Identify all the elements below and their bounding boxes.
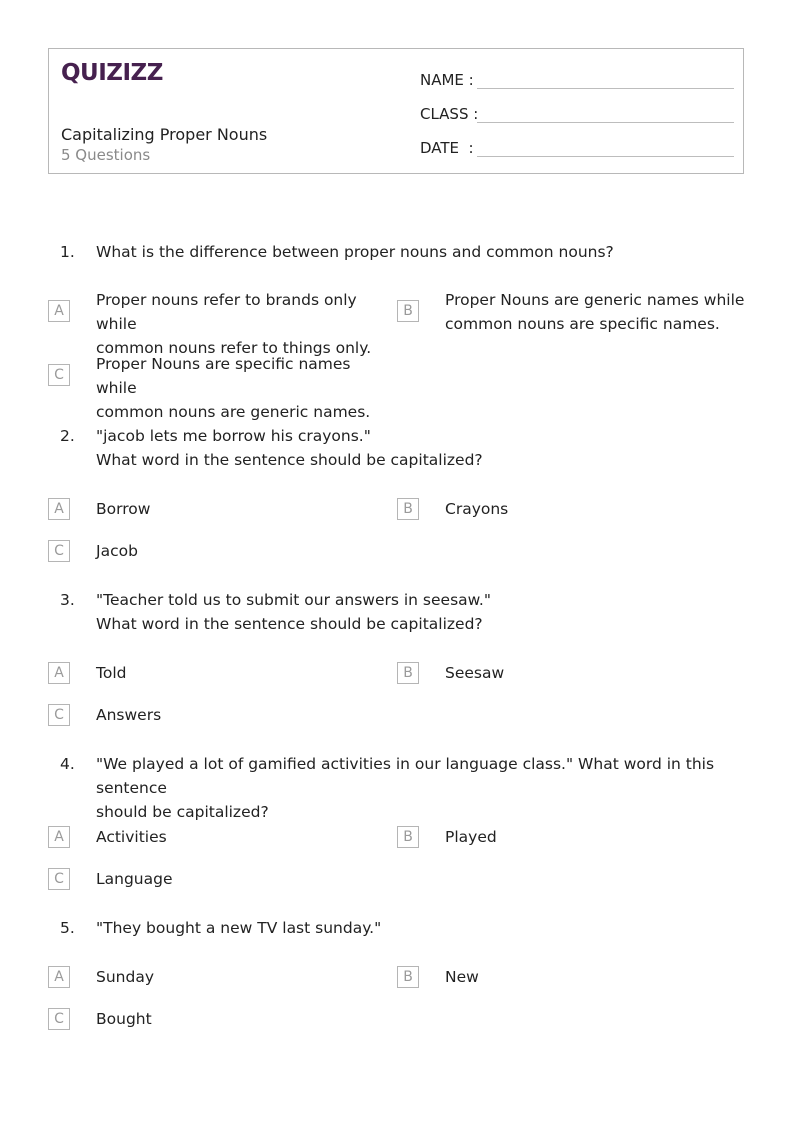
option-text: Jacob <box>96 542 138 560</box>
option-letter-box: C <box>48 868 70 890</box>
option-text: Bought <box>96 1010 152 1028</box>
question-text: "We played a lot of gamified activities in our language class." What word in this sentence should be capitalized? <box>96 755 715 821</box>
question-text: What is the difference between proper nouns and common nouns? <box>96 243 614 261</box>
question-number: 2. <box>60 427 75 445</box>
option-text: Answers <box>96 706 162 724</box>
option-text: Told <box>96 664 127 682</box>
class-field[interactable] <box>420 101 734 123</box>
name-line[interactable] <box>477 88 734 89</box>
date-field[interactable] <box>420 135 734 157</box>
option-letter-box: C <box>48 364 70 386</box>
option-letter-box: C <box>48 704 70 726</box>
option-text: Proper Nouns are specific names while common nouns are generic names. <box>96 355 371 421</box>
option-letter-box: B <box>397 826 419 848</box>
option-letter-box: C <box>48 1008 70 1030</box>
worksheet-title: Capitalizing Proper Nouns <box>61 125 268 144</box>
question-number: 5. <box>60 919 75 937</box>
option-text: Crayons <box>445 500 509 518</box>
option-text: New <box>445 968 479 986</box>
option-letter-box: A <box>48 826 70 848</box>
option-letter-box: A <box>48 662 70 684</box>
question-number: 4. <box>60 755 75 773</box>
option-letter-box: B <box>397 498 419 520</box>
option-letter-box: A <box>48 498 70 520</box>
option-letter-box: A <box>48 300 70 322</box>
option-text: Borrow <box>96 500 151 518</box>
date-label: DATE : <box>420 139 474 157</box>
option-text: Activities <box>96 828 167 846</box>
class-label: CLASS : <box>420 105 479 123</box>
quizizz-logo: QUIZIZZ <box>61 60 163 86</box>
question-number: 1. <box>60 243 75 261</box>
option-letter-box: B <box>397 662 419 684</box>
question-text: "jacob lets me borrow his crayons." What word in the sentence should be capitalized? <box>96 427 483 469</box>
question-number: 3. <box>60 591 75 609</box>
worksheet-header <box>48 48 744 174</box>
option-letter-box: B <box>397 300 419 322</box>
option-text: Played <box>445 828 497 846</box>
name-field[interactable] <box>420 67 734 89</box>
option-text: Sunday <box>96 968 154 986</box>
option-text: Language <box>96 870 173 888</box>
question-text: "They bought a new TV last sunday." <box>96 919 382 937</box>
name-label: NAME : <box>420 71 474 89</box>
date-line[interactable] <box>477 156 734 157</box>
question-text: "Teacher told us to submit our answers in seesaw." What word in the sentence should be capitalized? <box>96 591 491 633</box>
option-text: Seesaw <box>445 664 505 682</box>
option-text: Proper Nouns are generic names while common nouns are specific names. <box>445 291 745 333</box>
option-letter-box: C <box>48 540 70 562</box>
question-count: 5 Questions <box>61 146 151 164</box>
option-letter-box: A <box>48 966 70 988</box>
class-line[interactable] <box>477 122 734 123</box>
option-text: Proper nouns refer to brands only while common nouns refer to things only. <box>96 291 372 357</box>
option-letter-box: B <box>397 966 419 988</box>
